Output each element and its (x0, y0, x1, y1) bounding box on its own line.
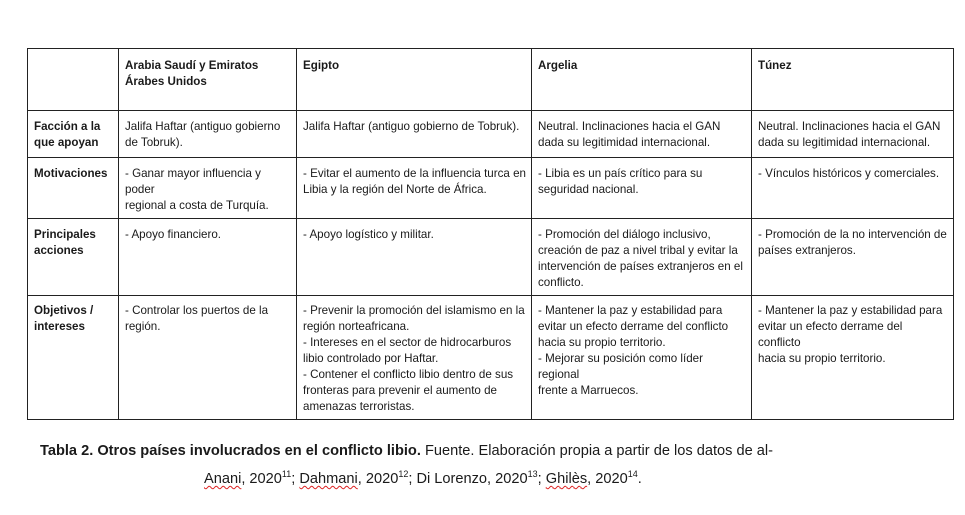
footnote-ref: 13 (527, 469, 538, 480)
cell-text: - Ganar mayor influencia y poder (125, 167, 261, 196)
cell-text: - Vínculos históricos y comerciales. (758, 167, 940, 180)
cell-text: región norteafricana. (303, 320, 410, 333)
cell-text: Libia y la región del Norte de África. (303, 183, 487, 196)
row-label (28, 158, 119, 219)
cell-text: frente a Marruecos. (538, 384, 639, 397)
table-cell (752, 219, 954, 296)
table-cell (532, 219, 752, 296)
cell-text: - Controlar los puertos de la (125, 304, 269, 317)
table-row (28, 296, 954, 420)
table-cell (119, 219, 297, 296)
table-cell (297, 111, 532, 158)
header-cell-argelia (532, 49, 752, 111)
countries-table (27, 48, 954, 420)
cell-text: - Mantener la paz y estabilidad para (758, 304, 943, 317)
table-cell (297, 219, 532, 296)
cell-text: - Libia es un país crítico para su (538, 167, 703, 180)
row-label-text: Principales (34, 228, 96, 241)
cell-text: países extranjeros. (758, 244, 856, 257)
table-cell (119, 158, 297, 219)
cell-text: - Apoyo financiero. (125, 228, 222, 241)
footnote-ref: 14 (627, 469, 638, 480)
table-cell (532, 111, 752, 158)
cell-text: - Prevenir la promoción del islamismo en la (303, 304, 525, 317)
cell-text: región. (125, 320, 161, 333)
cell-text: fronteras para prevenir el aumento de (303, 384, 497, 397)
header-cell-empty (28, 49, 119, 111)
table-row (28, 111, 954, 158)
row-label-text: Motivaciones (34, 167, 108, 180)
citation-separator: ; (291, 471, 300, 487)
header-cell-arabia (119, 49, 297, 111)
citation-end: . (637, 471, 642, 487)
caption-line-1 (40, 438, 773, 464)
cell-text: dada su legitimidad internacional. (538, 136, 711, 149)
caption-title: Tabla 2. Otros países involucrados en el conflicto libio. (40, 443, 421, 459)
header-text: Egipto (303, 59, 340, 72)
cell-text: - Promoción de la no intervención de (758, 228, 947, 241)
cell-text: hacia su propio territorio. (538, 336, 666, 349)
table-row (28, 158, 954, 219)
table-cell (119, 111, 297, 158)
cell-text: intervención de países extranjeros en el (538, 260, 743, 273)
table-row (28, 219, 954, 296)
cell-text: seguridad nacional. (538, 183, 639, 196)
caption-source: Fuente. Elaboración propia a partir de los datos de al- (420, 443, 773, 459)
table-cell (532, 296, 752, 420)
row-label-text: Facción a la (34, 120, 101, 133)
cell-text: evitar un efecto derrame del conflicto (758, 320, 903, 349)
row-label (28, 296, 119, 420)
footnote-ref: 12 (398, 469, 409, 480)
header-cell-tunez (752, 49, 954, 111)
cell-text: - Mejorar su posición como líder regional (538, 352, 703, 381)
citation-ghiles: Ghilès (545, 471, 588, 487)
cell-text: - Evitar el aumento de la influencia turca en (303, 167, 526, 180)
cell-text: libio controlado por Haftar. (303, 352, 439, 365)
cell-text: de Tobruk). (125, 136, 183, 149)
cell-text: Jalifa Haftar (antiguo gobierno (125, 120, 281, 133)
cell-text: hacia su propio territorio. (758, 352, 886, 365)
cell-text: regional a costa de Turquía. (125, 199, 269, 212)
header-cell-egipto (297, 49, 532, 111)
header-text: Argelia (538, 59, 578, 72)
table-cell (532, 158, 752, 219)
row-label-text: acciones (34, 244, 84, 257)
table-cell (297, 296, 532, 420)
citation-year: , 2020 (587, 471, 628, 487)
citation-dahmani: Dahmani (299, 471, 358, 487)
cell-text: Neutral. Inclinaciones hacia el GAN (758, 120, 941, 133)
header-text: Árabes Unidos (125, 75, 207, 88)
citation-separator: ; (537, 471, 546, 487)
row-label (28, 111, 119, 158)
footnote-ref: 11 (281, 469, 292, 480)
header-text: Arabia Saudí y Emiratos (125, 59, 259, 72)
cell-text: - Contener el conflicto libio dentro de sus (303, 368, 514, 381)
table-cell (297, 158, 532, 219)
table-cell (119, 296, 297, 420)
cell-text: dada su legitimidad internacional. (758, 136, 931, 149)
cell-text: evitar un efecto derrame del conflicto (538, 320, 729, 333)
citation-year: , 2020 (241, 471, 282, 487)
cell-text: Neutral. Inclinaciones hacia el GAN (538, 120, 721, 133)
cell-text: - Promoción del diálogo inclusivo, (538, 228, 711, 241)
citation-anani: Anani (204, 471, 242, 487)
table-header-row (28, 49, 954, 111)
row-label-text: intereses (34, 320, 85, 333)
citation-year: , 2020 (357, 471, 399, 487)
table-cell (752, 158, 954, 219)
cell-text: - Apoyo logístico y militar. (303, 228, 434, 241)
cell-text: conflicto. (538, 276, 584, 289)
row-label-text: que apoyan (34, 136, 99, 149)
cell-text: Jalifa Haftar (antiguo gobierno de Tobruk). (303, 120, 520, 133)
cell-text: - Intereses en el sector de hidrocarburos (303, 336, 512, 349)
row-label-text: Objetivos / (34, 304, 94, 317)
caption-line-2 (204, 466, 642, 492)
cell-text: amenazas terroristas. (303, 400, 415, 413)
header-text: Túnez (758, 59, 792, 72)
cell-text: creación de paz a nivel tribal y evitar la (538, 244, 738, 257)
table-cell (752, 111, 954, 158)
row-label (28, 219, 119, 296)
table-cell (752, 296, 954, 420)
cell-text: - Mantener la paz y estabilidad para (538, 304, 723, 317)
citation-dilorenzo: ; Di Lorenzo, 2020 (408, 471, 528, 487)
